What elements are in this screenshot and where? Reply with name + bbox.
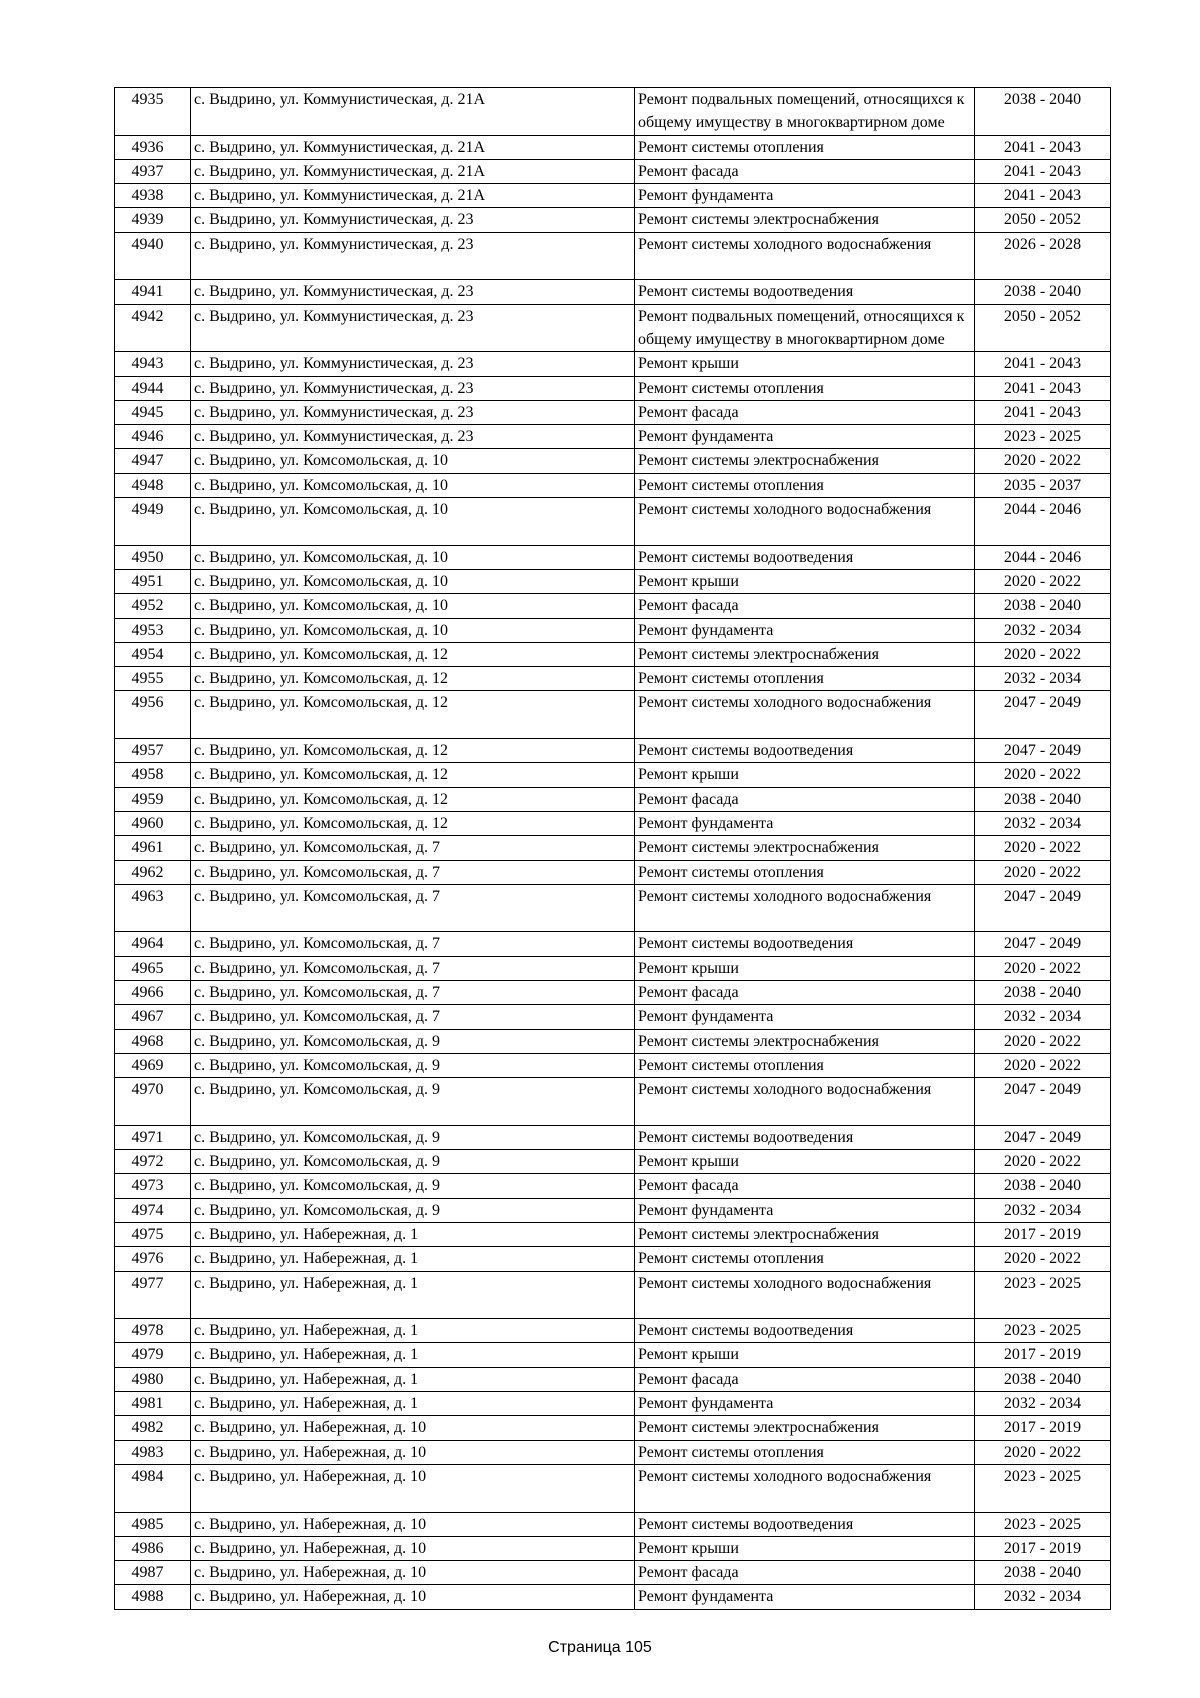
address-cell: с. Выдрино, ул. Набережная, д. 10	[191, 1536, 635, 1560]
period-cell: 2023 - 2025	[975, 1512, 1111, 1536]
work-type-cell: Ремонт системы холодного водоснабжения	[635, 1464, 975, 1512]
address-cell: с. Выдрино, ул. Коммунистическая, д. 21А	[191, 135, 635, 159]
row-number-cell: 4937	[115, 159, 191, 183]
work-type-cell: Ремонт крыши	[635, 1343, 975, 1367]
address-cell: с. Выдрино, ул. Комсомольская, д. 7	[191, 1005, 635, 1029]
period-cell: 2032 - 2034	[975, 667, 1111, 691]
table-row	[115, 545, 1111, 569]
address-cell: с. Выдрино, ул. Коммунистическая, д. 23	[191, 280, 635, 304]
row-number-cell: 4968	[115, 1029, 191, 1053]
period-cell: 2038 - 2040	[975, 1561, 1111, 1585]
table-row	[115, 1367, 1111, 1391]
table-row	[115, 1512, 1111, 1536]
table-row	[115, 618, 1111, 642]
table-row	[115, 1271, 1111, 1319]
table-row	[115, 232, 1111, 280]
period-cell: 2020 - 2022	[975, 860, 1111, 884]
period-cell: 2032 - 2034	[975, 1392, 1111, 1416]
row-number-cell: 4985	[115, 1512, 191, 1536]
row-number-cell: 4963	[115, 884, 191, 932]
period-cell: 2032 - 2034	[975, 618, 1111, 642]
row-number-cell: 4964	[115, 932, 191, 956]
period-cell: 2038 - 2040	[975, 280, 1111, 304]
work-type-cell: Ремонт системы электроснабжения	[635, 836, 975, 860]
table-row	[115, 1247, 1111, 1271]
table-row	[115, 594, 1111, 618]
work-type-cell: Ремонт фундамента	[635, 1198, 975, 1222]
work-type-cell: Ремонт системы водоотведения	[635, 545, 975, 569]
row-number-cell: 4965	[115, 956, 191, 980]
period-cell: 2020 - 2022	[975, 449, 1111, 473]
row-number-cell: 4978	[115, 1319, 191, 1343]
table-row	[115, 1150, 1111, 1174]
period-cell: 2050 - 2052	[975, 304, 1111, 352]
row-number-cell: 4958	[115, 763, 191, 787]
address-cell: с. Выдрино, ул. Коммунистическая, д. 23	[191, 425, 635, 449]
row-number-cell: 4981	[115, 1392, 191, 1416]
period-cell: 2020 - 2022	[975, 836, 1111, 860]
period-cell: 2047 - 2049	[975, 691, 1111, 739]
work-type-cell: Ремонт системы отопления	[635, 135, 975, 159]
period-cell: 2035 - 2037	[975, 473, 1111, 497]
address-cell: с. Выдрино, ул. Комсомольская, д. 10	[191, 569, 635, 593]
table-row	[115, 1174, 1111, 1198]
period-cell: 2038 - 2040	[975, 980, 1111, 1004]
address-cell: с. Выдрино, ул. Набережная, д. 1	[191, 1343, 635, 1367]
table-row	[115, 787, 1111, 811]
row-number-cell: 4935	[115, 88, 191, 136]
work-type-cell: Ремонт системы электроснабжения	[635, 1029, 975, 1053]
work-type-cell: Ремонт фасада	[635, 400, 975, 424]
period-cell: 2038 - 2040	[975, 1367, 1111, 1391]
table-row	[115, 88, 1111, 136]
period-cell: 2047 - 2049	[975, 1125, 1111, 1149]
address-cell: с. Выдрино, ул. Коммунистическая, д. 23	[191, 352, 635, 376]
table-row	[115, 956, 1111, 980]
address-cell: с. Выдрино, ул. Комсомольская, д. 7	[191, 932, 635, 956]
work-type-cell: Ремонт фасада	[635, 594, 975, 618]
table-row	[115, 836, 1111, 860]
work-type-cell: Ремонт системы водоотведения	[635, 932, 975, 956]
table-row	[115, 1078, 1111, 1126]
address-cell: с. Выдрино, ул. Набережная, д. 10	[191, 1512, 635, 1536]
period-cell: 2017 - 2019	[975, 1416, 1111, 1440]
row-number-cell: 4941	[115, 280, 191, 304]
table-row	[115, 159, 1111, 183]
work-type-cell: Ремонт крыши	[635, 1150, 975, 1174]
row-number-cell: 4957	[115, 739, 191, 763]
period-cell: 2017 - 2019	[975, 1222, 1111, 1246]
row-number-cell: 4952	[115, 594, 191, 618]
repair-schedule-table	[114, 87, 1111, 1610]
period-cell: 2020 - 2022	[975, 569, 1111, 593]
address-cell: с. Выдрино, ул. Комсомольская, д. 12	[191, 667, 635, 691]
work-type-cell: Ремонт крыши	[635, 1536, 975, 1560]
address-cell: с. Выдрино, ул. Комсомольская, д. 12	[191, 811, 635, 835]
work-type-cell: Ремонт фундамента	[635, 811, 975, 835]
work-type-cell: Ремонт крыши	[635, 763, 975, 787]
period-cell: 2041 - 2043	[975, 400, 1111, 424]
table-row	[115, 1343, 1111, 1367]
period-cell: 2047 - 2049	[975, 1078, 1111, 1126]
address-cell: с. Выдрино, ул. Комсомольская, д. 9	[191, 1029, 635, 1053]
work-type-cell: Ремонт крыши	[635, 956, 975, 980]
address-cell: с. Выдрино, ул. Набережная, д. 10	[191, 1464, 635, 1512]
period-cell: 2017 - 2019	[975, 1343, 1111, 1367]
work-type-cell: Ремонт системы водоотведения	[635, 1512, 975, 1536]
work-type-cell: Ремонт системы электроснабжения	[635, 642, 975, 666]
period-cell: 2032 - 2034	[975, 811, 1111, 835]
address-cell: с. Выдрино, ул. Комсомольская, д. 10	[191, 449, 635, 473]
row-number-cell: 4972	[115, 1150, 191, 1174]
work-type-cell: Ремонт системы водоотведения	[635, 280, 975, 304]
row-number-cell: 4980	[115, 1367, 191, 1391]
work-type-cell: Ремонт фундамента	[635, 425, 975, 449]
period-cell: 2044 - 2046	[975, 498, 1111, 546]
address-cell: с. Выдрино, ул. Комсомольская, д. 12	[191, 739, 635, 763]
address-cell: с. Выдрино, ул. Коммунистическая, д. 21А	[191, 159, 635, 183]
address-cell: с. Выдрино, ул. Набережная, д. 10	[191, 1416, 635, 1440]
row-number-cell: 4976	[115, 1247, 191, 1271]
address-cell: с. Выдрино, ул. Комсомольская, д. 9	[191, 1174, 635, 1198]
work-type-cell: Ремонт системы холодного водоснабжения	[635, 498, 975, 546]
address-cell: с. Выдрино, ул. Набережная, д. 10	[191, 1561, 635, 1585]
table-row	[115, 763, 1111, 787]
period-cell: 2047 - 2049	[975, 739, 1111, 763]
work-type-cell: Ремонт фасада	[635, 1561, 975, 1585]
table-row	[115, 884, 1111, 932]
period-cell: 2038 - 2040	[975, 594, 1111, 618]
period-cell: 2026 - 2028	[975, 232, 1111, 280]
work-type-cell: Ремонт фундамента	[635, 184, 975, 208]
table-row	[115, 811, 1111, 835]
period-cell: 2044 - 2046	[975, 545, 1111, 569]
address-cell: с. Выдрино, ул. Комсомольская, д. 10	[191, 545, 635, 569]
work-type-cell: Ремонт фундамента	[635, 1585, 975, 1609]
period-cell: 2050 - 2052	[975, 208, 1111, 232]
row-number-cell: 4949	[115, 498, 191, 546]
period-cell: 2020 - 2022	[975, 1053, 1111, 1077]
row-number-cell: 4984	[115, 1464, 191, 1512]
row-number-cell: 4982	[115, 1416, 191, 1440]
address-cell: с. Выдрино, ул. Коммунистическая, д. 23	[191, 208, 635, 232]
row-number-cell: 4954	[115, 642, 191, 666]
address-cell: с. Выдрино, ул. Комсомольская, д. 12	[191, 691, 635, 739]
table-row	[115, 1440, 1111, 1464]
address-cell: с. Выдрино, ул. Комсомольская, д. 10	[191, 594, 635, 618]
work-type-cell: Ремонт системы холодного водоснабжения	[635, 1078, 975, 1126]
row-number-cell: 4942	[115, 304, 191, 352]
table-row	[115, 739, 1111, 763]
period-cell: 2017 - 2019	[975, 1536, 1111, 1560]
period-cell: 2023 - 2025	[975, 1319, 1111, 1343]
work-type-cell: Ремонт системы отопления	[635, 376, 975, 400]
table-row	[115, 569, 1111, 593]
work-type-cell: Ремонт системы отопления	[635, 1440, 975, 1464]
table-row	[115, 1416, 1111, 1440]
work-type-cell: Ремонт системы водоотведения	[635, 739, 975, 763]
row-number-cell: 4971	[115, 1125, 191, 1149]
period-cell: 2023 - 2025	[975, 1271, 1111, 1319]
row-number-cell: 4988	[115, 1585, 191, 1609]
period-cell: 2041 - 2043	[975, 184, 1111, 208]
table-row	[115, 1392, 1111, 1416]
row-number-cell: 4956	[115, 691, 191, 739]
address-cell: с. Выдрино, ул. Комсомольская, д. 12	[191, 642, 635, 666]
period-cell: 2023 - 2025	[975, 1464, 1111, 1512]
table-row	[115, 400, 1111, 424]
row-number-cell: 4962	[115, 860, 191, 884]
address-cell: с. Выдрино, ул. Комсомольская, д. 10	[191, 473, 635, 497]
address-cell: с. Выдрино, ул. Комсомольская, д. 9	[191, 1150, 635, 1174]
address-cell: с. Выдрино, ул. Набережная, д. 1	[191, 1247, 635, 1271]
address-cell: с. Выдрино, ул. Коммунистическая, д. 23	[191, 400, 635, 424]
table-row	[115, 208, 1111, 232]
table-row	[115, 1125, 1111, 1149]
table-row	[115, 691, 1111, 739]
table-row	[115, 135, 1111, 159]
work-type-cell: Ремонт системы водоотведения	[635, 1319, 975, 1343]
table-body	[115, 88, 1111, 1610]
period-cell: 2020 - 2022	[975, 956, 1111, 980]
row-number-cell: 4945	[115, 400, 191, 424]
work-type-cell: Ремонт фасада	[635, 980, 975, 1004]
table-row	[115, 932, 1111, 956]
table-row	[115, 1053, 1111, 1077]
work-type-cell: Ремонт фасада	[635, 787, 975, 811]
table-row	[115, 1561, 1111, 1585]
table-row	[115, 184, 1111, 208]
work-type-cell: Ремонт фасада	[635, 1174, 975, 1198]
address-cell: с. Выдрино, ул. Комсомольская, д. 7	[191, 884, 635, 932]
address-cell: с. Выдрино, ул. Коммунистическая, д. 23	[191, 376, 635, 400]
work-type-cell: Ремонт системы холодного водоснабжения	[635, 691, 975, 739]
row-number-cell: 4955	[115, 667, 191, 691]
row-number-cell: 4979	[115, 1343, 191, 1367]
table-row	[115, 376, 1111, 400]
row-number-cell: 4938	[115, 184, 191, 208]
row-number-cell: 4973	[115, 1174, 191, 1198]
work-type-cell: Ремонт фундамента	[635, 618, 975, 642]
table-row	[115, 449, 1111, 473]
work-type-cell: Ремонт системы отопления	[635, 1247, 975, 1271]
address-cell: с. Выдрино, ул. Комсомольская, д. 9	[191, 1053, 635, 1077]
address-cell: с. Выдрино, ул. Коммунистическая, д. 21А	[191, 88, 635, 136]
row-number-cell: 4961	[115, 836, 191, 860]
period-cell: 2041 - 2043	[975, 376, 1111, 400]
work-type-cell: Ремонт системы электроснабжения	[635, 1416, 975, 1440]
table-row	[115, 280, 1111, 304]
address-cell: с. Выдрино, ул. Набережная, д. 1	[191, 1222, 635, 1246]
period-cell: 2038 - 2040	[975, 88, 1111, 136]
table-row	[115, 1198, 1111, 1222]
table-row	[115, 667, 1111, 691]
table-row	[115, 304, 1111, 352]
row-number-cell: 4948	[115, 473, 191, 497]
work-type-cell: Ремонт системы электроснабжения	[635, 1222, 975, 1246]
row-number-cell: 4987	[115, 1561, 191, 1585]
period-cell: 2020 - 2022	[975, 1440, 1111, 1464]
period-cell: 2020 - 2022	[975, 1247, 1111, 1271]
address-cell: с. Выдрино, ул. Коммунистическая, д. 23	[191, 232, 635, 280]
row-number-cell: 4967	[115, 1005, 191, 1029]
row-number-cell: 4959	[115, 787, 191, 811]
period-cell: 2032 - 2034	[975, 1585, 1111, 1609]
row-number-cell: 4970	[115, 1078, 191, 1126]
work-type-cell: Ремонт фасада	[635, 1367, 975, 1391]
period-cell: 2020 - 2022	[975, 642, 1111, 666]
row-number-cell: 4950	[115, 545, 191, 569]
period-cell: 2047 - 2049	[975, 932, 1111, 956]
row-number-cell: 4943	[115, 352, 191, 376]
row-number-cell: 4936	[115, 135, 191, 159]
table-row	[115, 352, 1111, 376]
address-cell: с. Выдрино, ул. Комсомольская, д. 9	[191, 1078, 635, 1126]
row-number-cell: 4946	[115, 425, 191, 449]
table-row	[115, 425, 1111, 449]
work-type-cell: Ремонт крыши	[635, 569, 975, 593]
work-type-cell: Ремонт системы отопления	[635, 667, 975, 691]
row-number-cell: 4939	[115, 208, 191, 232]
address-cell: с. Выдрино, ул. Комсомольская, д. 7	[191, 980, 635, 1004]
period-cell: 2041 - 2043	[975, 159, 1111, 183]
row-number-cell: 4977	[115, 1271, 191, 1319]
address-cell: с. Выдрино, ул. Набережная, д. 1	[191, 1319, 635, 1343]
work-type-cell: Ремонт системы электроснабжения	[635, 449, 975, 473]
address-cell: с. Выдрино, ул. Комсомольская, д. 12	[191, 787, 635, 811]
row-number-cell: 4953	[115, 618, 191, 642]
work-type-cell: Ремонт крыши	[635, 352, 975, 376]
work-type-cell: Ремонт системы холодного водоснабжения	[635, 884, 975, 932]
period-cell: 2020 - 2022	[975, 1150, 1111, 1174]
work-type-cell: Ремонт системы холодного водоснабжения	[635, 232, 975, 280]
table-row	[115, 1536, 1111, 1560]
row-number-cell: 4960	[115, 811, 191, 835]
row-number-cell: 4974	[115, 1198, 191, 1222]
address-cell: с. Выдрино, ул. Набережная, д. 1	[191, 1367, 635, 1391]
table-row	[115, 860, 1111, 884]
table-row	[115, 498, 1111, 546]
address-cell: с. Выдрино, ул. Набережная, д. 10	[191, 1585, 635, 1609]
address-cell: с. Выдрино, ул. Коммунистическая, д. 23	[191, 304, 635, 352]
row-number-cell: 4975	[115, 1222, 191, 1246]
row-number-cell: 4983	[115, 1440, 191, 1464]
row-number-cell: 4940	[115, 232, 191, 280]
address-cell: с. Выдрино, ул. Комсомольская, д. 7	[191, 956, 635, 980]
row-number-cell: 4986	[115, 1536, 191, 1560]
address-cell: с. Выдрино, ул. Набережная, д. 1	[191, 1271, 635, 1319]
row-number-cell: 4969	[115, 1053, 191, 1077]
work-type-cell: Ремонт системы водоотведения	[635, 1125, 975, 1149]
period-cell: 2041 - 2043	[975, 135, 1111, 159]
work-type-cell: Ремонт подвальных помещений, относящихся к общему имуществу в многоквартирном доме	[635, 88, 975, 136]
address-cell: с. Выдрино, ул. Комсомольская, д. 10	[191, 498, 635, 546]
row-number-cell: 4944	[115, 376, 191, 400]
period-cell: 2020 - 2022	[975, 1029, 1111, 1053]
work-type-cell: Ремонт системы отопления	[635, 473, 975, 497]
address-cell: с. Выдрино, ул. Комсомольская, д. 7	[191, 836, 635, 860]
work-type-cell: Ремонт фундамента	[635, 1392, 975, 1416]
table-row	[115, 1005, 1111, 1029]
table-row	[115, 980, 1111, 1004]
row-number-cell: 4966	[115, 980, 191, 1004]
address-cell: с. Выдрино, ул. Комсомольская, д. 9	[191, 1125, 635, 1149]
work-type-cell: Ремонт фасада	[635, 159, 975, 183]
period-cell: 2047 - 2049	[975, 884, 1111, 932]
work-type-cell: Ремонт подвальных помещений, относящихся к общему имуществу в многоквартирном доме	[635, 304, 975, 352]
period-cell: 2020 - 2022	[975, 763, 1111, 787]
period-cell: 2038 - 2040	[975, 1174, 1111, 1198]
table-row	[115, 473, 1111, 497]
table-row	[115, 1585, 1111, 1609]
table-row	[115, 1029, 1111, 1053]
period-cell: 2023 - 2025	[975, 425, 1111, 449]
address-cell: с. Выдрино, ул. Комсомольская, д. 10	[191, 618, 635, 642]
table-row	[115, 642, 1111, 666]
address-cell: с. Выдрино, ул. Набережная, д. 1	[191, 1392, 635, 1416]
address-cell: с. Выдрино, ул. Комсомольская, д. 7	[191, 860, 635, 884]
work-type-cell: Ремонт системы холодного водоснабжения	[635, 1271, 975, 1319]
table-row	[115, 1222, 1111, 1246]
period-cell: 2032 - 2034	[975, 1005, 1111, 1029]
address-cell: с. Выдрино, ул. Набережная, д. 10	[191, 1440, 635, 1464]
page-number: Страница 105	[548, 1639, 652, 1656]
table-row	[115, 1319, 1111, 1343]
period-cell: 2032 - 2034	[975, 1198, 1111, 1222]
period-cell: 2041 - 2043	[975, 352, 1111, 376]
work-type-cell: Ремонт системы электроснабжения	[635, 208, 975, 232]
work-type-cell: Ремонт фундамента	[635, 1005, 975, 1029]
work-type-cell: Ремонт системы отопления	[635, 860, 975, 884]
table-row	[115, 1464, 1111, 1512]
address-cell: с. Выдрино, ул. Коммунистическая, д. 21А	[191, 184, 635, 208]
work-type-cell: Ремонт системы отопления	[635, 1053, 975, 1077]
row-number-cell: 4947	[115, 449, 191, 473]
address-cell: с. Выдрино, ул. Комсомольская, д. 9	[191, 1198, 635, 1222]
address-cell: с. Выдрино, ул. Комсомольская, д. 12	[191, 763, 635, 787]
row-number-cell: 4951	[115, 569, 191, 593]
period-cell: 2038 - 2040	[975, 787, 1111, 811]
